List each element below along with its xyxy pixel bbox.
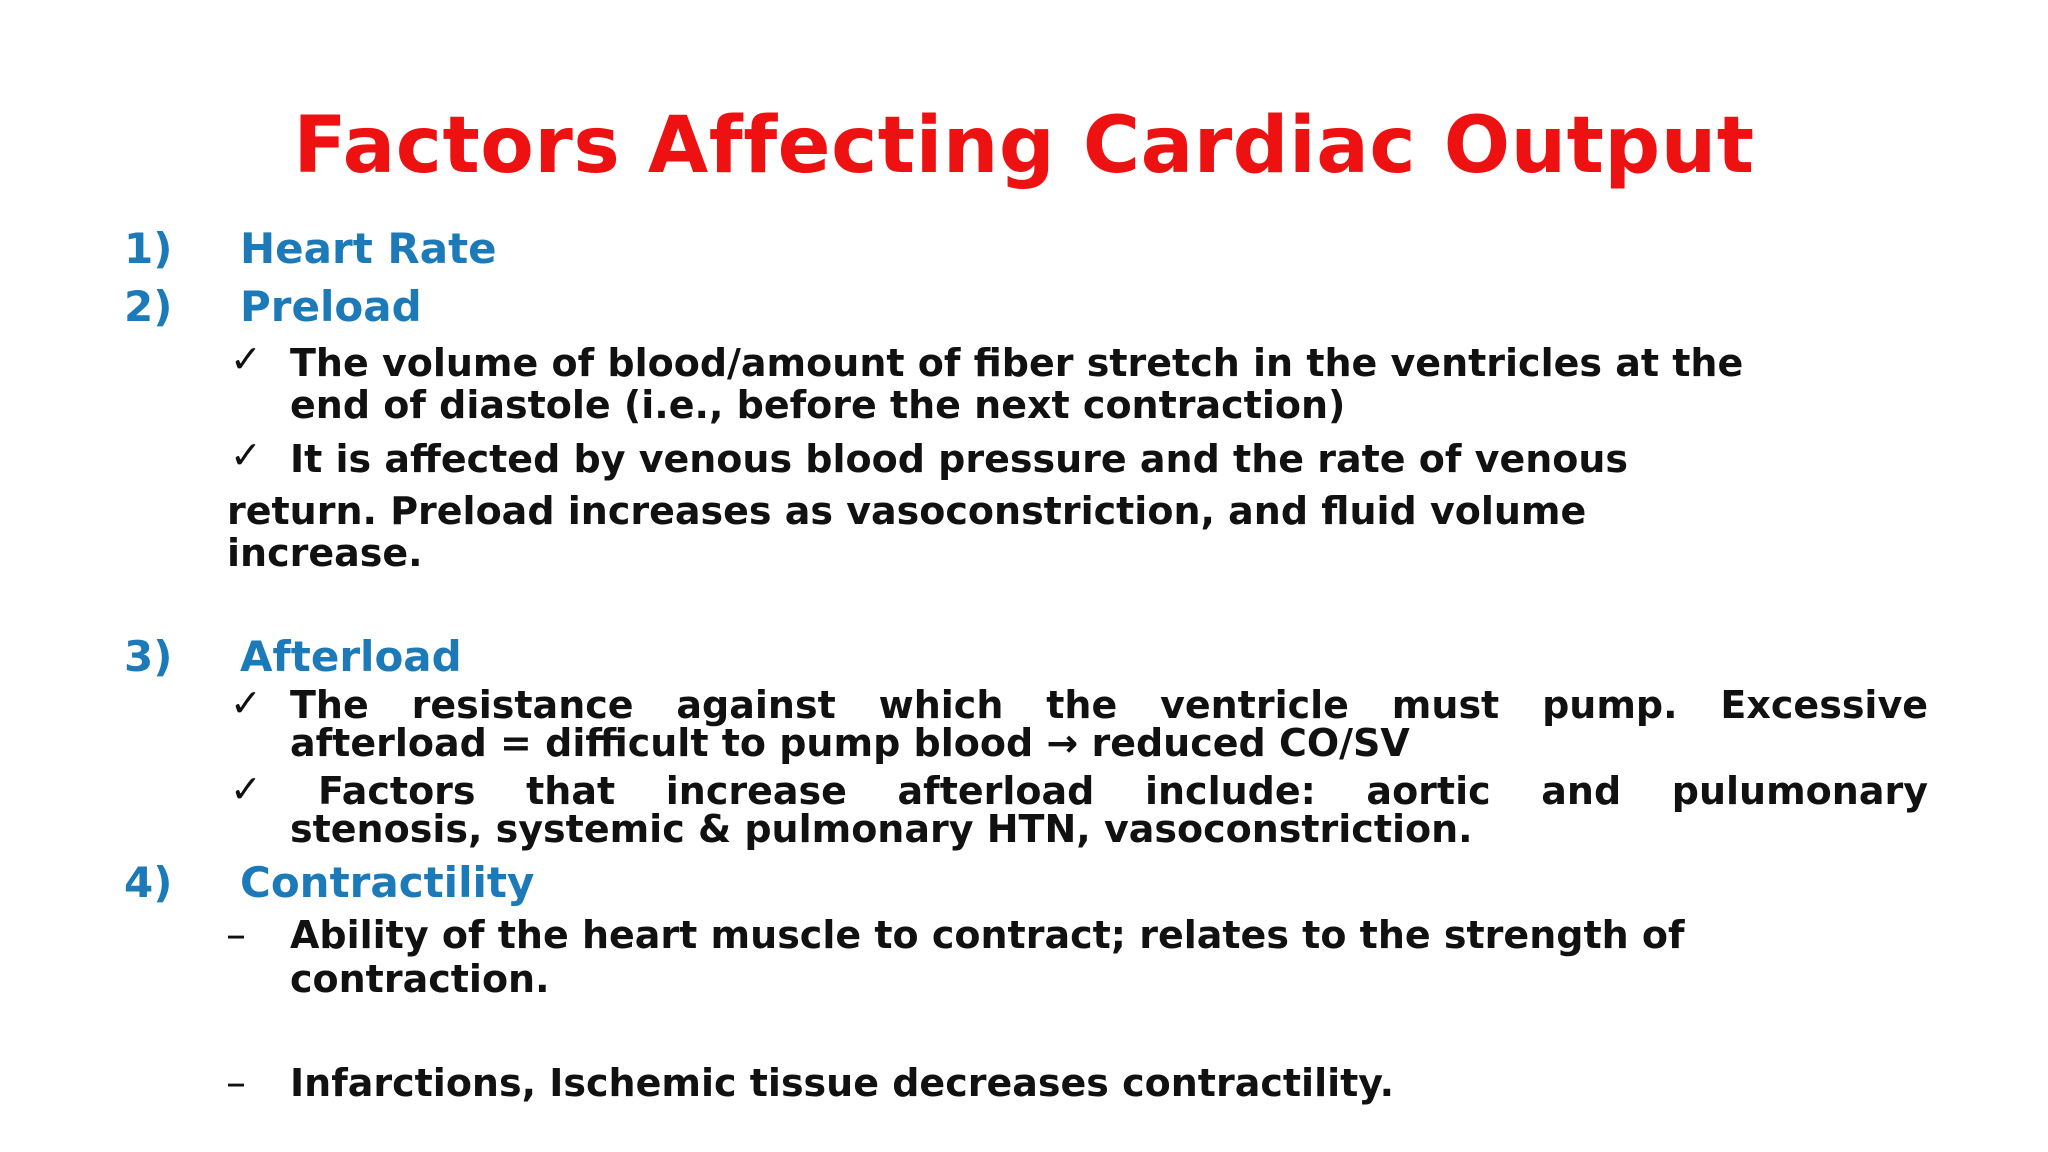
afterload-point2-line1: Factors that increase afterload include: aortic and pulumonary (318, 769, 1928, 813)
contractility-point2-line1: Infarctions, Ischemic tissue decreases contractility. (290, 1061, 1395, 1105)
preload-point2-line2: return. Preload increases as vasoconstriction, and fluid volume (227, 489, 1587, 533)
heading-preload (124, 282, 422, 332)
heading-label: Contractility (240, 858, 535, 907)
check-icon: ✓ (230, 433, 262, 477)
contractility-point1-line2: contraction. (290, 957, 550, 1001)
afterload-point1-line1: The resistance against which the ventricle must pump. Excessive (290, 683, 1928, 727)
heading-afterload (124, 632, 462, 682)
heading-contractility (124, 858, 534, 908)
heading-label: Heart Rate (240, 224, 497, 273)
preload-point1-line2: end of diastole (i.e., before the next contraction) (290, 383, 1346, 427)
heading-number: 3) (124, 632, 173, 681)
afterload-point2-line2: stenosis, systemic & pulmonary HTN, vasoconstriction. (290, 807, 1473, 851)
check-icon: ✓ (230, 337, 262, 381)
contractility-point1-line1: Ability of the heart muscle to contract; relates to the strength of (290, 913, 1685, 957)
preload-point1-line1: The volume of blood/amount of fiber stretch in the ventricles at the (290, 341, 1744, 385)
heading-number: 4) (124, 858, 173, 907)
check-icon: ✓ (230, 681, 262, 725)
heading-number: 2) (124, 282, 173, 331)
check-icon: ✓ (230, 767, 262, 811)
heading-number: 1) (124, 224, 173, 273)
dash-bullet: – (226, 1060, 246, 1106)
slide-title: Factors Affecting Cardiac Output (293, 101, 1755, 191)
heading-heart-rate (124, 224, 497, 274)
dash-bullet: – (226, 912, 246, 958)
preload-point2-line3: increase. (227, 531, 423, 575)
heading-label: Preload (240, 282, 422, 331)
afterload-point1-line2: afterload = difficult to pump blood → reduced CO/SV (290, 721, 1410, 765)
preload-point2-line1: It is affected by venous blood pressure and the rate of venous (290, 437, 1629, 481)
heading-label: Afterload (240, 632, 462, 681)
